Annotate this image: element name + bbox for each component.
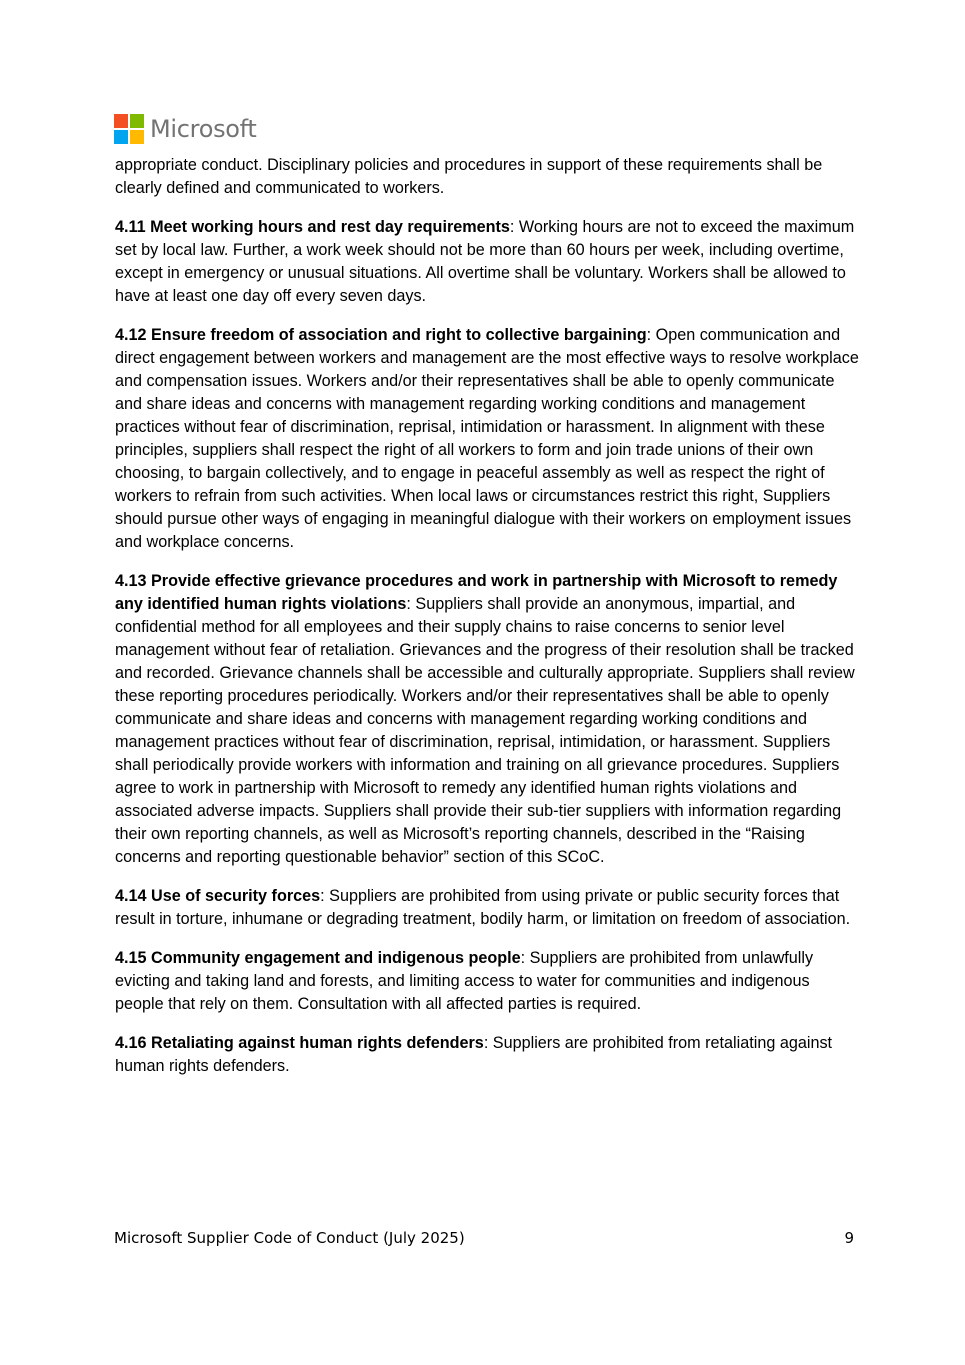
- microsoft-logo: [114, 114, 257, 144]
- section-body: : Suppliers are prohibited from retaliating against human rights defenders.: [115, 1034, 833, 1075]
- section-4-14: [115, 885, 860, 931]
- section-4-12: [115, 324, 860, 554]
- logo-text: Microsoft: [150, 115, 257, 143]
- section-4-15: [115, 947, 860, 1016]
- logo-square-blue: [114, 130, 128, 144]
- document-body: [115, 154, 860, 1094]
- section-body: : Suppliers are prohibited from unlawfully evicting and taking land and forests, and limiting access to water for communities and indigenous people that rely on them. Consultation with all affected parties is required.: [115, 949, 814, 1013]
- logo-square-green: [130, 114, 144, 128]
- section-4-11: [115, 216, 860, 308]
- page-number: 9: [844, 1229, 854, 1247]
- logo-square-red: [114, 114, 128, 128]
- microsoft-logo-icon: [114, 114, 144, 144]
- section-heading: 4.11 Meet working hours and rest day requirements: [115, 218, 510, 236]
- section-4-16: [115, 1032, 860, 1078]
- section-body: : Suppliers shall provide an anonymous, impartial, and confidential method for all employees and their supply chains to raise concerns to senior level management without fear of retaliation. Grievances and the progress of their resolution shall be tracked and recorded. Grievance channels shall be accessible and culturally appropriate. Suppliers shall review these reporting procedures periodically. Workers and/or their representatives shall be able to openly communicate and share ideas and concerns with management regarding working conditions and management practices without fear of discrimination, reprisal, intimidation, or harassment. Suppliers shall periodically provide workers with information and training on all grievance procedures. Suppliers agree to work in partnership with Microsoft to remedy any identified human rights violations and associated adverse impacts. Suppliers shall provide their sub-tier suppliers with information regarding their own reporting channels, as well as Microsoft’s reporting channels, described in the “Raising concerns and reporting questionable behavior” section of this SCoC.: [115, 595, 855, 866]
- section-body: : Suppliers are prohibited from using private or public security forces that result in torture, inhumane or degrading treatment, bodily harm, or limitation on freedom of association.: [115, 887, 851, 928]
- section-heading: 4.16 Retaliating against human rights defenders: [115, 1034, 484, 1052]
- section-4-13: [115, 570, 860, 869]
- section-body: : Open communication and direct engagement between workers and management are the most effective ways to resolve workplace and compensation issues. Workers and/or their representatives shall be able to openly communicate and share ideas and concerns with management regarding working conditions and management practices without fear of discrimination, reprisal, intimidation or harassment. In alignment with these principles, suppliers shall respect the right of all workers to form and join trade unions of their own choosing, to bargain collectively, and to engage in peaceful assembly as well as respect the right of workers to refrain from such activities. When local laws or circumstances restrict this right, Suppliers should pursue other ways of engaging in meaningful dialogue with their workers on employment issues and workplace concerns.: [115, 326, 859, 551]
- section-heading: 4.13 Provide effective grievance procedures and work in partnership with Microsoft to remedy any identified human rights violations: [115, 572, 838, 613]
- section-heading: 4.12 Ensure freedom of association and right to collective bargaining: [115, 326, 647, 344]
- page-footer: [114, 1229, 854, 1247]
- section-heading: 4.14 Use of security forces: [115, 887, 321, 905]
- intro-paragraph: appropriate conduct. Disciplinary policies and procedures in support of these requirements shall be clearly defined and communicated to workers.: [115, 156, 823, 197]
- section-heading: 4.15 Community engagement and indigenous people: [115, 949, 521, 967]
- footer-title: Microsoft Supplier Code of Conduct (July 2025): [114, 1229, 465, 1247]
- section-body: : Working hours are not to exceed the maximum set by local law. Further, a work week should not be more than 60 hours per week, including overtime, except in emergency or unusual situations. All overtime shall be voluntary. Workers shall be allowed to have at least one day off every seven days.: [115, 218, 855, 305]
- logo-square-yellow: [130, 130, 144, 144]
